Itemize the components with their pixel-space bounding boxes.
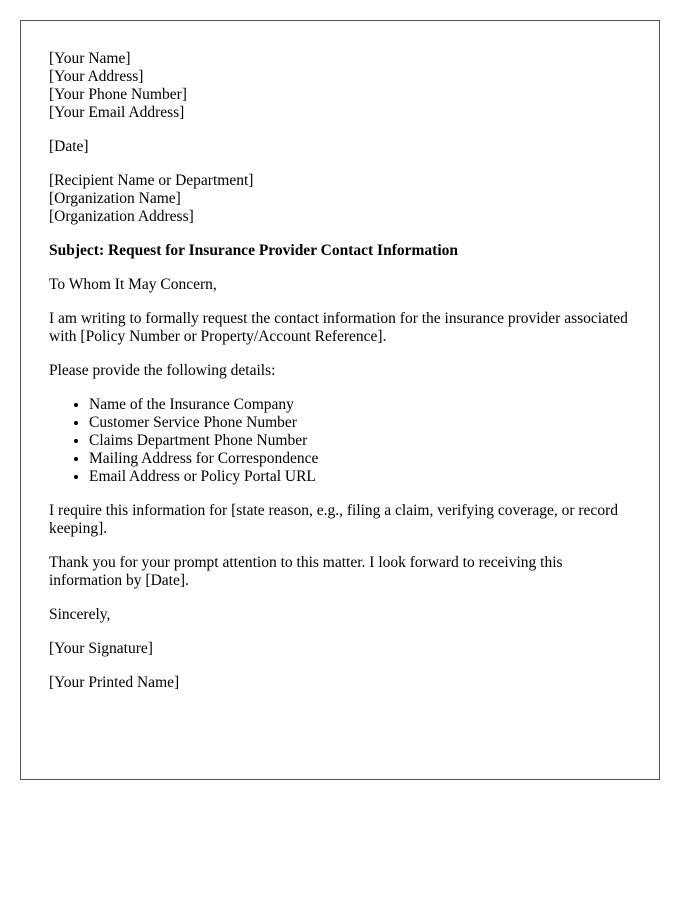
details-list (49, 396, 631, 486)
intro-paragraph: I am writing to formally request the contact information for the insurance provider associated with [Policy Number or Property/Account Reference]. (49, 310, 628, 345)
details-lead: Please provide the following details: (49, 362, 276, 379)
subject-line: Subject: Request for Insurance Provider Contact Information (49, 242, 459, 259)
list-item: • Mailing Address for Correspondence (89, 450, 631, 468)
letter-date: [Date] (49, 138, 89, 155)
sender-address: [Your Address] (49, 68, 144, 85)
list-item: • Email Address or Policy Portal URL (89, 468, 631, 486)
sender-email: [Your Email Address] (49, 104, 185, 121)
signature-placeholder: [Your Signature] (49, 640, 153, 657)
salutation: To Whom It May Concern, (49, 276, 217, 293)
recipient-block (49, 172, 631, 226)
list-item: • Claims Department Phone Number (89, 432, 631, 450)
closing: Sincerely, (49, 606, 111, 623)
list-item: • Name of the Insurance Company (89, 396, 631, 414)
list-item: • Customer Service Phone Number (89, 414, 631, 432)
printed-name: [Your Printed Name] (49, 674, 180, 691)
sender-name: [Your Name] (49, 50, 131, 67)
sender-block (49, 50, 631, 122)
letter-page (20, 20, 660, 780)
recipient-address: [Organization Address] (49, 208, 194, 225)
recipient-name: [Recipient Name or Department] (49, 172, 254, 189)
thanks-paragraph: Thank you for your prompt attention to this matter. I look forward to receiving this information by [Date]. (49, 554, 563, 589)
recipient-organization: [Organization Name] (49, 190, 181, 207)
reason-paragraph: I require this information for [state reason, e.g., filing a claim, verifying coverage, or record keeping]. (49, 502, 618, 537)
sender-phone: [Your Phone Number] (49, 86, 187, 103)
